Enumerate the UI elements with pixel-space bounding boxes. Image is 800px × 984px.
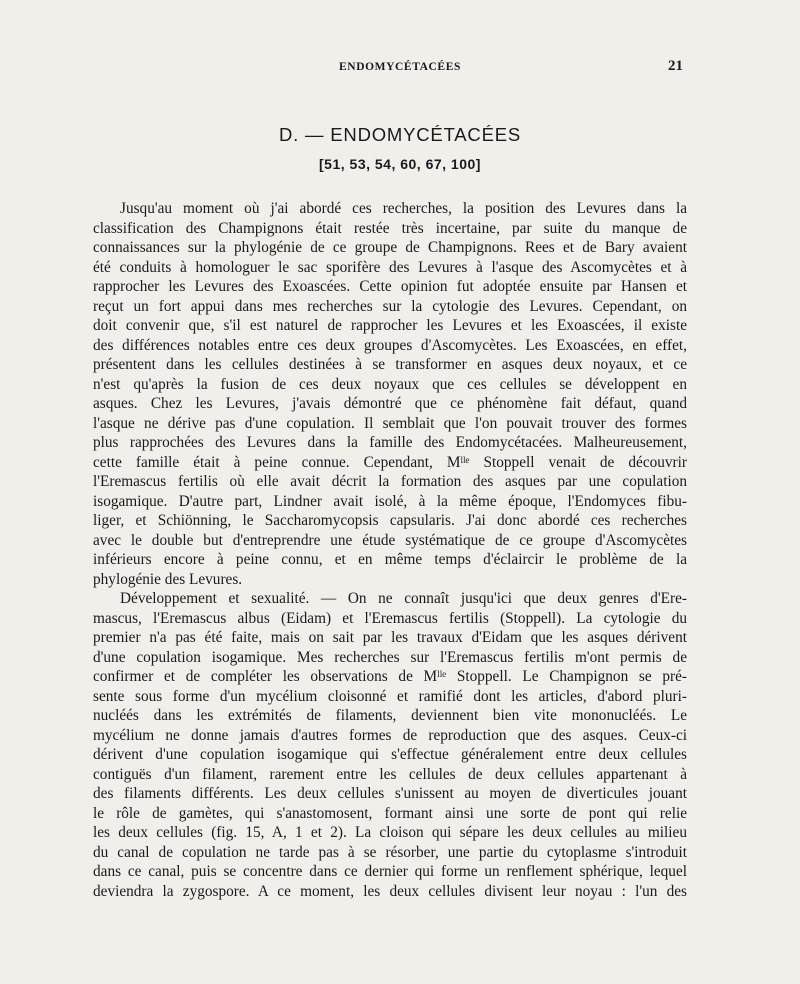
text-line: mycélium ne donne jamais d'autres formes de reproduction que des asques. Ceux-ci	[93, 726, 687, 744]
text-line: cette famille était à peine connue. Cependant, Mˡˡᵉ Stoppell venait de découvrir	[93, 453, 687, 471]
text-line: dérivent d'une copulation isogamique qui s'effectue généralement entre deux cellules	[93, 746, 687, 763]
running-head: ENDOMYCÉTACÉES	[339, 61, 461, 73]
text-line: reçut un fort appui dans mes recherches sur la cytologie des Levures. Cependant, on	[93, 297, 687, 315]
text-line: mascus, l'Eremascus albus (Eidam) et l'Eremascus fertilis (Stoppell). La cytologie du	[93, 609, 687, 627]
text-line: contiguës d'un filament, rarement entre les cellules de deux cellules appartenant à	[93, 765, 687, 783]
text-line: connaissances sur la phylogénie de ce groupe de Champignons. Rees et de Bary avaient	[93, 239, 687, 256]
text-line: phylogénie des Levures.	[93, 570, 243, 588]
text-line: l'asque ne dérive pas d'une copulation. Il semblait que l'on pouvait trouver des formes	[93, 414, 687, 432]
text-line: classification des Champignons était restée très incertaine, par suite du manque de	[93, 219, 687, 237]
text-line: le rôle de gamètes, qui s'anastomosent, formant ainsi une sorte de pont qui relie	[93, 804, 687, 822]
text-line: présentent dans les cellules destinées à se transformer en asques deux noyaux, et ce	[93, 356, 687, 373]
section-title: D. — ENDOMYCÉTACÉES	[278, 124, 522, 145]
text-line: rapprocher les Levures des Exoascées. Cette opinion fut adoptée ensuite par Hansen et	[93, 278, 687, 295]
text-line: Jusqu'au moment où j'ai abordé ces recherches, la position des Levures dans la	[120, 200, 687, 217]
text-line: liger, et Schiönning, le Saccharomycopsis capsularis. J'ai donc abordé ces recherches	[93, 512, 687, 529]
text-line: nucléés dans les extrémités de filaments, deviennent bien vite mononucléés. Le	[93, 707, 687, 724]
text-line: sente sous forme d'un mycélium cloisonné et ramifié dont les articles, d'abord pluri-	[93, 687, 687, 705]
text-line: été conduits à homologuer le sac sporifère des Levures à l'asque des Ascomycètes et à	[93, 258, 687, 276]
text-line: n'est qu'après la fusion de ces deux noyaux que ces cellules se développent en	[93, 375, 687, 393]
text-line: d'une copulation isogamique. Mes recherches sur l'Eremascus fertilis m'ont permis de	[93, 648, 687, 666]
text-line: l'Eremascus fertilis où elle avait décrit la formation des asques par une copulation	[93, 473, 687, 490]
text-line: deviendra la zygospore. A ce moment, les deux cellules divisent leur noyau : l'un des	[93, 882, 687, 900]
text-line: Développement et sexualité. — On ne connaît jusqu'ici que deux genres d'Ere-	[120, 590, 687, 607]
section-references: [51, 53, 54, 60, 67, 100]	[319, 156, 481, 172]
text-line: doit convenir que, s'il est naturel de rapprocher les Levures et les Exoascées, il existe	[93, 317, 687, 334]
text-line: les deux cellules (fig. 15, A, 1 et 2). La cloison qui sépare les deux cellules au milieu	[93, 824, 687, 841]
text-line: plus rapprochées des Levures dans la famille des Endomycétacées. Malheureusement,	[93, 434, 687, 451]
text-line: du canal de copulation ne tarde pas à se résorber, une partie du cytoplasme s'introduit	[93, 843, 687, 861]
text-line: des filaments différents. Les deux cellules s'unissent au moyen de diverticules jouant	[93, 785, 687, 802]
page-number: 21	[668, 58, 683, 74]
text-line: isogamique. D'autre part, Lindner avait isolé, à la même époque, l'Endomyces fibu-	[93, 492, 687, 510]
body-text	[93, 199, 687, 901]
text-line: confirmer et de compléter les observations de Mˡˡᵉ Stoppell. Le Champignon se pré-	[93, 668, 687, 685]
text-line: dans ce canal, puis se concentre dans ce dernier qui forme un renflement sphérique, lequel	[93, 863, 687, 880]
text-line: inférieurs encore à peine connu, et en même temps d'éclaircir le problème de la	[93, 551, 687, 568]
text-line: des différences notables entre ces deux groupes d'Ascomycètes. Les Exoascées, en effet,	[93, 336, 687, 354]
text-line: premier n'a pas été faite, mais on sait par les travaux d'Eidam que les asques dérivent	[93, 629, 687, 646]
text-line: asques. Chez les Levures, j'avais démontré que ce phénomène fait défaut, quand	[93, 395, 687, 412]
text-line: avec le double but d'entreprendre une étude systématique de ce groupe d'Ascomycètes	[93, 531, 687, 549]
